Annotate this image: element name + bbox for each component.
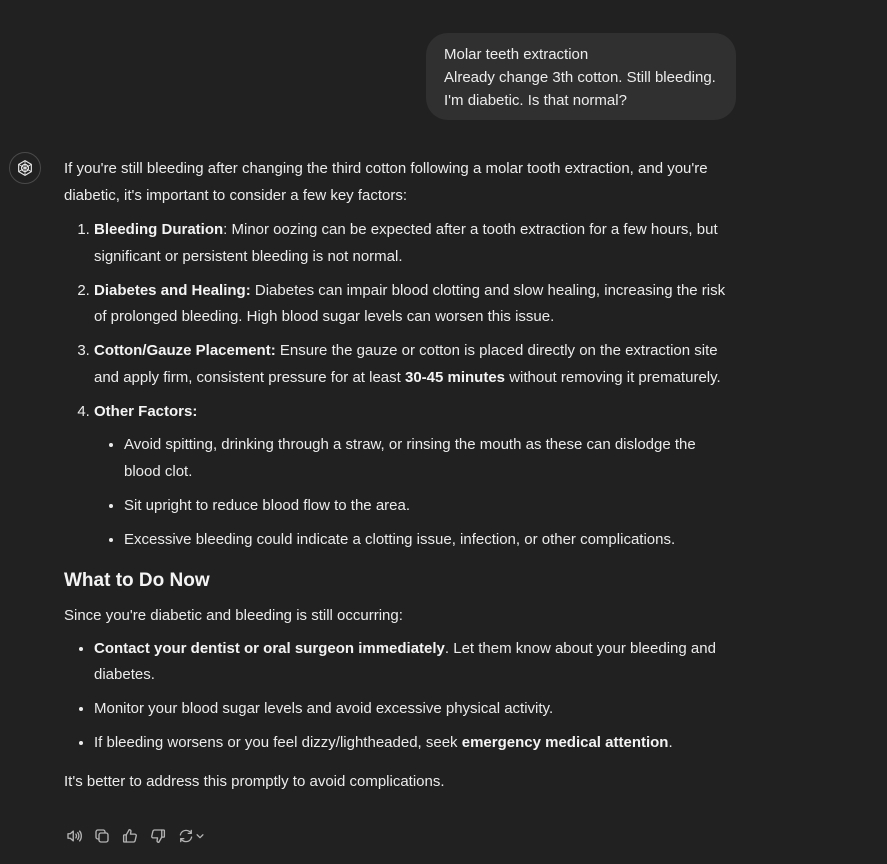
regenerate-button[interactable] [176,826,206,846]
thumbs-up-icon [121,827,139,845]
factor-item [94,278,736,331]
assistant-avatar [9,152,41,184]
user-message-line: Molar teeth extraction [444,46,589,63]
list-item: • Sit upright to reduce blood flow to the area. [124,493,736,520]
factor-emphasis: 30-45 minutes [404,368,506,386]
factor-text: Ensure the gauze or cotton is placed directly on the extraction site and apply firm, consistent pressure for at least [94,342,718,386]
assistant-message [64,156,736,795]
action-text: . [668,734,673,751]
user-message-line: Already change 3th cotton. Still bleeding. [444,69,716,86]
factor-text: without removing it prematurely. [505,368,721,386]
good-response-button[interactable] [120,826,140,846]
copy-button[interactable] [92,826,112,846]
factor-title: Diabetes and Healing: [94,281,251,299]
action-text: If bleeding worsens or you feel dizzy/lightheaded, seek [94,734,462,751]
copy-icon [93,827,111,845]
factor-item [94,399,736,554]
regenerate-icon [177,827,195,845]
user-message-line: I'm diabetic. Is that normal? [444,92,627,109]
intro-paragraph: If you're still bleeding after changing the third cotton following a molar tooth extraction, and you're diabetic, it's important to consider a few key factors: [64,160,708,204]
user-message-bubble [426,33,736,120]
read-aloud-button[interactable] [64,826,84,846]
factor-title: Cotton/Gauze Placement: [94,342,276,359]
list-item [94,730,736,757]
action-text: . Let them know about your bleeding and diabetes. [94,639,716,683]
list-item [94,636,736,689]
closing-paragraph: It's better to address this promptly to avoid complications. [64,772,445,790]
section-heading: What to Do Now [64,570,210,591]
thumbs-down-icon [149,827,167,845]
actions-list [64,636,736,757]
factor-text: Diabetes can impair blood clotting and slow healing, increasing the risk of prolonged bleeding. High blood sugar levels can worsen this issue. [94,281,726,325]
action-emphasis: Contact your dentist or oral surgeon immediately [94,639,445,657]
message-actions-toolbar [64,824,206,848]
factor-title: Bleeding Duration [94,221,224,238]
chevron-down-icon [195,831,205,841]
factor-text: : Minor oozing can be expected after a tooth extraction for a few hours, but significant or persistent bleeding is not normal. [94,221,718,265]
list-item: • Avoid spitting, drinking through a straw, or rinsing the mouth as these can dislodge the blood clot. [124,432,736,485]
bad-response-button[interactable] [148,826,168,846]
lead-paragraph: Since you're diabetic and bleeding is still occurring: [64,607,403,624]
factor-item [94,338,736,391]
openai-logo-icon [15,158,35,178]
factor-title: Other Factors: [94,402,198,420]
factor-item [94,217,736,270]
read-aloud-icon [65,827,83,845]
list-item: • Excessive bleeding could indicate a clotting issue, infection, or other complications. [124,527,736,554]
list-item: • Monitor your blood sugar levels and avoid excessive physical activity. [94,696,736,723]
factors-list [64,217,736,553]
action-emphasis: emergency medical attention [461,734,669,751]
other-factors-list [94,432,736,553]
